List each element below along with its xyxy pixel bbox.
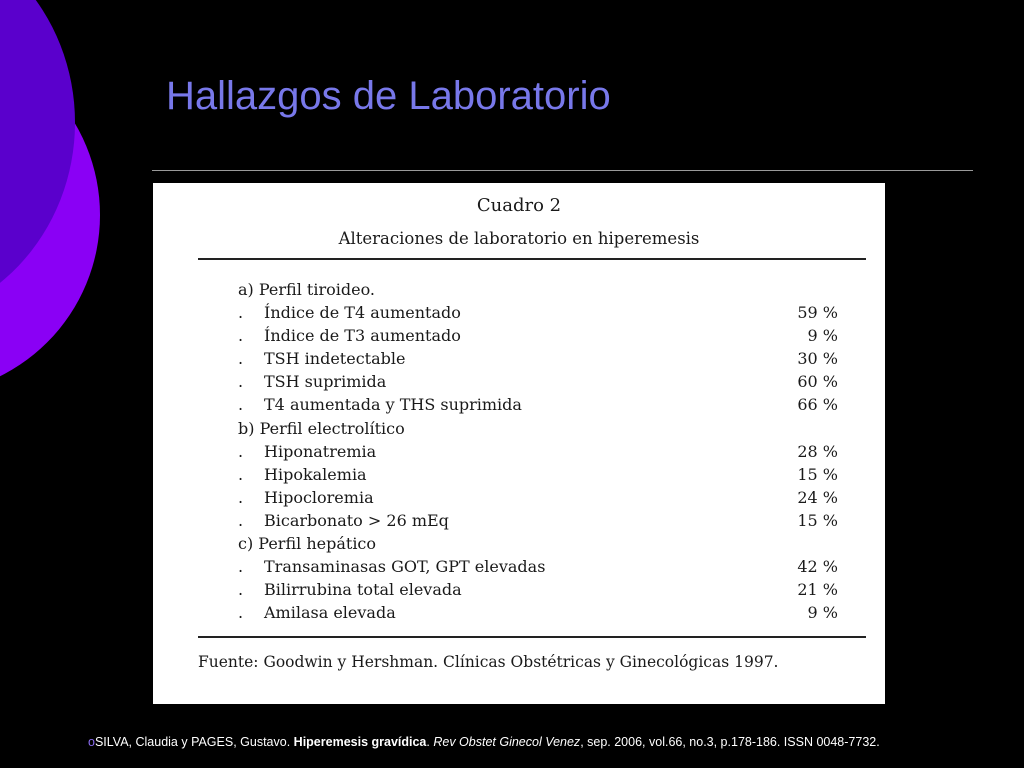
citation-journal: Rev Obstet Ginecol Venez	[433, 735, 581, 749]
row-value: 42 %	[797, 557, 838, 577]
row-value: 15 %	[797, 464, 838, 484]
table-row	[238, 463, 838, 486]
citation-authors: SILVA, Claudia y PAGES, Gustavo.	[94, 735, 291, 749]
row-value: 66 %	[797, 395, 838, 415]
table-rows	[238, 278, 838, 624]
row-bullet: .	[238, 349, 244, 369]
row-bullet: .	[238, 464, 244, 484]
row-label: Hipocloremia	[264, 487, 374, 507]
table-row	[238, 440, 838, 463]
row-label: Índice de T3 aumentado	[264, 326, 461, 346]
row-label: Hiponatremia	[264, 441, 377, 461]
row-value: 15 %	[797, 510, 838, 530]
row-bullet: .	[238, 303, 244, 323]
row-label: Bicarbonato > 26 mEq	[264, 510, 449, 530]
row-label: Hipokalemia	[264, 464, 367, 484]
row-bullet: .	[238, 372, 244, 392]
table-section-header	[238, 532, 838, 555]
row-bullet: .	[238, 580, 244, 600]
row-bullet: .	[238, 487, 244, 507]
row-bullet: .	[238, 510, 244, 530]
table-caption: Cuadro 2	[476, 195, 562, 216]
row-bullet: .	[238, 395, 244, 415]
row-value: 28 %	[797, 441, 838, 461]
slide-title: Hallazgos de Laboratorio	[166, 74, 611, 118]
citation-bullet: o	[88, 735, 95, 749]
row-label: Bilirrubina total elevada	[264, 580, 462, 600]
row-label: TSH indetectable	[264, 349, 406, 369]
section-label: a) Perfil tiroideo.	[238, 280, 375, 299]
row-value: 9 %	[807, 603, 838, 623]
table-section-header	[238, 417, 838, 440]
table-row	[238, 301, 838, 324]
table-row	[238, 578, 838, 601]
table-bottom-rule	[198, 636, 866, 638]
table-row	[238, 601, 838, 624]
row-value: 21 %	[797, 580, 838, 600]
table-section-header	[238, 278, 838, 301]
title-divider	[152, 170, 973, 171]
row-value: 9 %	[807, 326, 838, 346]
table-row	[238, 347, 838, 370]
table-row	[238, 370, 838, 393]
section-label: b) Perfil electrolítico	[238, 418, 405, 438]
citation: oSILVA, Claudia y PAGES, Gustavo. Hiperemesis gravídica. Rev Obstet Ginecol Venez, sep. 2006, vol.66, no.3, p.178-186. ISSN 0048-7732.	[88, 735, 880, 749]
table-row	[238, 555, 838, 578]
row-label: Amilasa elevada	[264, 603, 396, 623]
row-value: 60 %	[797, 372, 838, 392]
table-subtitle: Alteraciones de laboratorio en hiperemesis	[338, 229, 700, 248]
lab-table-image	[153, 183, 885, 704]
row-label: Transaminasas GOT, GPT elevadas	[264, 557, 546, 577]
table-row	[238, 486, 838, 509]
row-value: 24 %	[797, 487, 838, 507]
row-label: Índice de T4 aumentado	[264, 303, 461, 323]
citation-title: Hiperemesis gravídica	[293, 735, 427, 749]
citation-details: , sep. 2006, vol.66, no.3, p.178-186. ISSN 0048-7732.	[580, 735, 880, 749]
table-row	[238, 509, 838, 532]
row-bullet: .	[238, 603, 244, 623]
row-label: T4 aumentada y THS suprimida	[264, 395, 522, 415]
row-bullet: .	[238, 326, 244, 346]
row-bullet: .	[238, 441, 244, 461]
table-row	[238, 324, 838, 347]
section-label: c) Perfil hepático	[238, 534, 377, 554]
table-row	[238, 393, 838, 416]
row-bullet: .	[238, 557, 244, 577]
row-value: 59 %	[797, 303, 838, 323]
table-top-rule	[198, 258, 866, 260]
row-label: TSH suprimida	[264, 372, 387, 392]
row-value: 30 %	[797, 349, 838, 369]
table-source: Fuente: Goodwin y Hershman. Clínicas Obstétricas y Ginecológicas 1997.	[198, 653, 779, 671]
